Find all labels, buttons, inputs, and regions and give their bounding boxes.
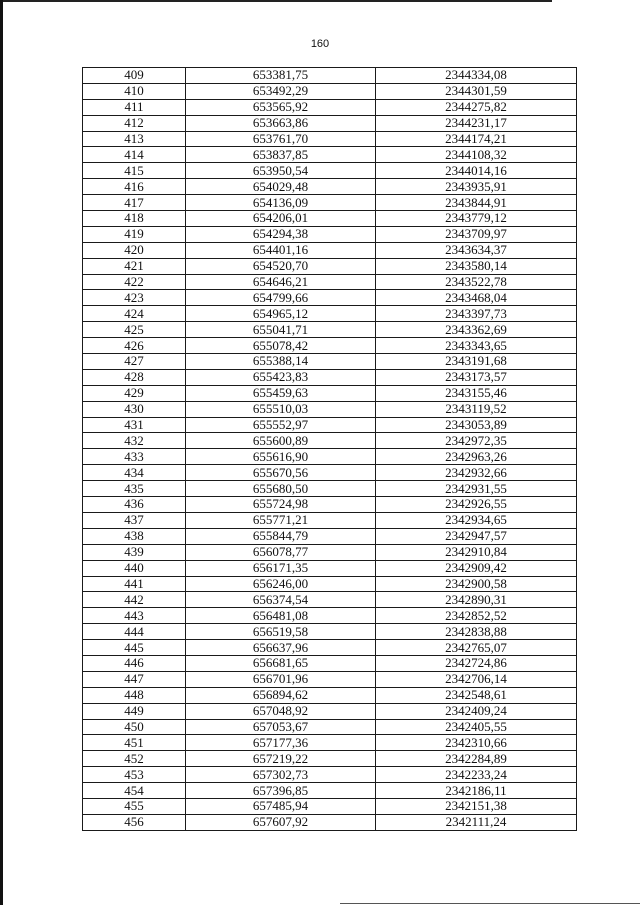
point-number-cell: 430 bbox=[83, 401, 186, 417]
point-number-cell: 411 bbox=[83, 99, 186, 115]
table-row bbox=[83, 274, 577, 290]
y-coordinate-cell: 2343935,91 bbox=[376, 179, 577, 195]
y-coordinate-cell: 2342934,65 bbox=[376, 512, 577, 528]
point-number-cell: 433 bbox=[83, 449, 186, 465]
table-row bbox=[83, 258, 577, 274]
point-number-cell: 449 bbox=[83, 703, 186, 719]
table-row bbox=[83, 751, 577, 767]
coordinates-table-body bbox=[83, 68, 577, 831]
point-number-cell: 436 bbox=[83, 497, 186, 513]
y-coordinate-cell: 2343173,57 bbox=[376, 369, 577, 385]
x-coordinate-cell: 656078,77 bbox=[186, 544, 376, 560]
table-row bbox=[83, 687, 577, 703]
point-number-cell: 439 bbox=[83, 544, 186, 560]
y-coordinate-cell: 2342852,52 bbox=[376, 608, 577, 624]
table-row bbox=[83, 703, 577, 719]
x-coordinate-cell: 653381,75 bbox=[186, 68, 376, 84]
table-row bbox=[83, 306, 577, 322]
scan-edge-left bbox=[0, 0, 3, 905]
table-row bbox=[83, 242, 577, 258]
x-coordinate-cell: 656374,54 bbox=[186, 592, 376, 608]
point-number-cell: 440 bbox=[83, 560, 186, 576]
x-coordinate-cell: 655616,90 bbox=[186, 449, 376, 465]
y-coordinate-cell: 2342963,26 bbox=[376, 449, 577, 465]
point-number-cell: 418 bbox=[83, 211, 186, 227]
point-number-cell: 444 bbox=[83, 624, 186, 640]
x-coordinate-cell: 656894,62 bbox=[186, 687, 376, 703]
x-coordinate-cell: 654965,12 bbox=[186, 306, 376, 322]
x-coordinate-cell: 655680,50 bbox=[186, 481, 376, 497]
x-coordinate-cell: 656246,00 bbox=[186, 576, 376, 592]
point-number-cell: 448 bbox=[83, 687, 186, 703]
point-number-cell: 445 bbox=[83, 640, 186, 656]
table-row bbox=[83, 401, 577, 417]
x-coordinate-cell: 655670,56 bbox=[186, 465, 376, 481]
x-coordinate-cell: 657219,22 bbox=[186, 751, 376, 767]
table-row bbox=[83, 131, 577, 147]
point-number-cell: 443 bbox=[83, 608, 186, 624]
point-number-cell: 438 bbox=[83, 528, 186, 544]
x-coordinate-cell: 655423,83 bbox=[186, 369, 376, 385]
point-number-cell: 454 bbox=[83, 783, 186, 799]
point-number-cell: 446 bbox=[83, 655, 186, 671]
point-number-cell: 451 bbox=[83, 735, 186, 751]
x-coordinate-cell: 657485,94 bbox=[186, 798, 376, 814]
table-row bbox=[83, 226, 577, 242]
table-row bbox=[83, 99, 577, 115]
table-row bbox=[83, 624, 577, 640]
y-coordinate-cell: 2342910,84 bbox=[376, 544, 577, 560]
table-row bbox=[83, 417, 577, 433]
point-number-cell: 419 bbox=[83, 226, 186, 242]
table-row bbox=[83, 767, 577, 783]
point-number-cell: 427 bbox=[83, 354, 186, 370]
y-coordinate-cell: 2344174,21 bbox=[376, 131, 577, 147]
y-coordinate-cell: 2342409,24 bbox=[376, 703, 577, 719]
table-row bbox=[83, 592, 577, 608]
y-coordinate-cell: 2342706,14 bbox=[376, 671, 577, 687]
table-row bbox=[83, 147, 577, 163]
point-number-cell: 453 bbox=[83, 767, 186, 783]
x-coordinate-cell: 657048,92 bbox=[186, 703, 376, 719]
point-number-cell: 435 bbox=[83, 481, 186, 497]
y-coordinate-cell: 2343634,37 bbox=[376, 242, 577, 258]
y-coordinate-cell: 2343580,14 bbox=[376, 258, 577, 274]
table-row bbox=[83, 195, 577, 211]
x-coordinate-cell: 655844,79 bbox=[186, 528, 376, 544]
scan-edge-bottom bbox=[340, 903, 640, 904]
point-number-cell: 452 bbox=[83, 751, 186, 767]
y-coordinate-cell: 2343053,89 bbox=[376, 417, 577, 433]
point-number-cell: 431 bbox=[83, 417, 186, 433]
point-number-cell: 412 bbox=[83, 115, 186, 131]
point-number-cell: 413 bbox=[83, 131, 186, 147]
point-number-cell: 417 bbox=[83, 195, 186, 211]
table-row bbox=[83, 338, 577, 354]
y-coordinate-cell: 2344301,59 bbox=[376, 83, 577, 99]
x-coordinate-cell: 654206,01 bbox=[186, 211, 376, 227]
y-coordinate-cell: 2343155,46 bbox=[376, 385, 577, 401]
x-coordinate-cell: 655771,21 bbox=[186, 512, 376, 528]
y-coordinate-cell: 2343709,97 bbox=[376, 226, 577, 242]
y-coordinate-cell: 2342890,31 bbox=[376, 592, 577, 608]
y-coordinate-cell: 2342765,07 bbox=[376, 640, 577, 656]
table-row bbox=[83, 449, 577, 465]
table-row bbox=[83, 179, 577, 195]
point-number-cell: 426 bbox=[83, 338, 186, 354]
point-number-cell: 414 bbox=[83, 147, 186, 163]
table-row bbox=[83, 211, 577, 227]
point-number-cell: 437 bbox=[83, 512, 186, 528]
x-coordinate-cell: 657302,73 bbox=[186, 767, 376, 783]
point-number-cell: 450 bbox=[83, 719, 186, 735]
x-coordinate-cell: 653837,85 bbox=[186, 147, 376, 163]
x-coordinate-cell: 657053,67 bbox=[186, 719, 376, 735]
point-number-cell: 428 bbox=[83, 369, 186, 385]
point-number-cell: 409 bbox=[83, 68, 186, 84]
y-coordinate-cell: 2343844,91 bbox=[376, 195, 577, 211]
table-row bbox=[83, 576, 577, 592]
point-number-cell: 425 bbox=[83, 322, 186, 338]
table-row bbox=[83, 544, 577, 560]
y-coordinate-cell: 2343343,65 bbox=[376, 338, 577, 354]
x-coordinate-cell: 656481,08 bbox=[186, 608, 376, 624]
point-number-cell: 410 bbox=[83, 83, 186, 99]
point-number-cell: 429 bbox=[83, 385, 186, 401]
y-coordinate-cell: 2342724,86 bbox=[376, 655, 577, 671]
point-number-cell: 441 bbox=[83, 576, 186, 592]
x-coordinate-cell: 655552,97 bbox=[186, 417, 376, 433]
x-coordinate-cell: 655510,03 bbox=[186, 401, 376, 417]
table-row bbox=[83, 640, 577, 656]
point-number-cell: 423 bbox=[83, 290, 186, 306]
table-row bbox=[83, 369, 577, 385]
x-coordinate-cell: 653663,86 bbox=[186, 115, 376, 131]
table-row bbox=[83, 497, 577, 513]
table-row bbox=[83, 385, 577, 401]
table-row bbox=[83, 783, 577, 799]
y-coordinate-cell: 2342284,89 bbox=[376, 751, 577, 767]
table-row bbox=[83, 290, 577, 306]
table-row bbox=[83, 465, 577, 481]
y-coordinate-cell: 2343468,04 bbox=[376, 290, 577, 306]
x-coordinate-cell: 654520,70 bbox=[186, 258, 376, 274]
x-coordinate-cell: 653950,54 bbox=[186, 163, 376, 179]
x-coordinate-cell: 655459,63 bbox=[186, 385, 376, 401]
point-number-cell: 456 bbox=[83, 814, 186, 830]
y-coordinate-cell: 2344334,08 bbox=[376, 68, 577, 84]
y-coordinate-cell: 2342151,38 bbox=[376, 798, 577, 814]
y-coordinate-cell: 2342909,42 bbox=[376, 560, 577, 576]
point-number-cell: 455 bbox=[83, 798, 186, 814]
point-number-cell: 432 bbox=[83, 433, 186, 449]
x-coordinate-cell: 654401,16 bbox=[186, 242, 376, 258]
point-number-cell: 424 bbox=[83, 306, 186, 322]
y-coordinate-cell: 2342931,55 bbox=[376, 481, 577, 497]
x-coordinate-cell: 655600,89 bbox=[186, 433, 376, 449]
y-coordinate-cell: 2342926,55 bbox=[376, 497, 577, 513]
table-row bbox=[83, 83, 577, 99]
x-coordinate-cell: 655041,71 bbox=[186, 322, 376, 338]
y-coordinate-cell: 2342186,11 bbox=[376, 783, 577, 799]
x-coordinate-cell: 656171,35 bbox=[186, 560, 376, 576]
coordinates-table bbox=[82, 67, 577, 831]
table-row bbox=[83, 163, 577, 179]
x-coordinate-cell: 655078,42 bbox=[186, 338, 376, 354]
table-row bbox=[83, 528, 577, 544]
point-number-cell: 416 bbox=[83, 179, 186, 195]
point-number-cell: 442 bbox=[83, 592, 186, 608]
x-coordinate-cell: 656519,58 bbox=[186, 624, 376, 640]
table-row bbox=[83, 68, 577, 84]
y-coordinate-cell: 2342233,24 bbox=[376, 767, 577, 783]
y-coordinate-cell: 2342900,58 bbox=[376, 576, 577, 592]
x-coordinate-cell: 656637,96 bbox=[186, 640, 376, 656]
table-row bbox=[83, 814, 577, 830]
y-coordinate-cell: 2343397,73 bbox=[376, 306, 577, 322]
x-coordinate-cell: 654646,21 bbox=[186, 274, 376, 290]
y-coordinate-cell: 2344014,16 bbox=[376, 163, 577, 179]
point-number-cell: 415 bbox=[83, 163, 186, 179]
table-row bbox=[83, 512, 577, 528]
y-coordinate-cell: 2343522,78 bbox=[376, 274, 577, 290]
y-coordinate-cell: 2343119,52 bbox=[376, 401, 577, 417]
y-coordinate-cell: 2342548,61 bbox=[376, 687, 577, 703]
y-coordinate-cell: 2342932,66 bbox=[376, 465, 577, 481]
table-row bbox=[83, 671, 577, 687]
table-row bbox=[83, 354, 577, 370]
y-coordinate-cell: 2342310,66 bbox=[376, 735, 577, 751]
x-coordinate-cell: 654799,66 bbox=[186, 290, 376, 306]
y-coordinate-cell: 2343779,12 bbox=[376, 211, 577, 227]
y-coordinate-cell: 2344275,82 bbox=[376, 99, 577, 115]
table-row bbox=[83, 655, 577, 671]
table-row bbox=[83, 560, 577, 576]
x-coordinate-cell: 653492,29 bbox=[186, 83, 376, 99]
y-coordinate-cell: 2342111,24 bbox=[376, 814, 577, 830]
x-coordinate-cell: 653565,92 bbox=[186, 99, 376, 115]
table-row bbox=[83, 322, 577, 338]
x-coordinate-cell: 657607,92 bbox=[186, 814, 376, 830]
table-row bbox=[83, 798, 577, 814]
table-row bbox=[83, 115, 577, 131]
x-coordinate-cell: 657177,36 bbox=[186, 735, 376, 751]
point-number-cell: 421 bbox=[83, 258, 186, 274]
table-row bbox=[83, 433, 577, 449]
x-coordinate-cell: 656701,96 bbox=[186, 671, 376, 687]
table-row bbox=[83, 735, 577, 751]
x-coordinate-cell: 655724,98 bbox=[186, 497, 376, 513]
point-number-cell: 420 bbox=[83, 242, 186, 258]
scan-edge-top bbox=[0, 0, 552, 2]
table-row bbox=[83, 719, 577, 735]
table-row bbox=[83, 608, 577, 624]
y-coordinate-cell: 2342838,88 bbox=[376, 624, 577, 640]
x-coordinate-cell: 654029,48 bbox=[186, 179, 376, 195]
point-number-cell: 434 bbox=[83, 465, 186, 481]
page-number: 160 bbox=[310, 38, 330, 50]
y-coordinate-cell: 2342947,57 bbox=[376, 528, 577, 544]
point-number-cell: 447 bbox=[83, 671, 186, 687]
y-coordinate-cell: 2344108,32 bbox=[376, 147, 577, 163]
x-coordinate-cell: 654136,09 bbox=[186, 195, 376, 211]
x-coordinate-cell: 655388,14 bbox=[186, 354, 376, 370]
x-coordinate-cell: 654294,38 bbox=[186, 226, 376, 242]
point-number-cell: 422 bbox=[83, 274, 186, 290]
y-coordinate-cell: 2344231,17 bbox=[376, 115, 577, 131]
y-coordinate-cell: 2343191,68 bbox=[376, 354, 577, 370]
x-coordinate-cell: 656681,65 bbox=[186, 655, 376, 671]
table-row bbox=[83, 481, 577, 497]
x-coordinate-cell: 657396,85 bbox=[186, 783, 376, 799]
y-coordinate-cell: 2343362,69 bbox=[376, 322, 577, 338]
x-coordinate-cell: 653761,70 bbox=[186, 131, 376, 147]
y-coordinate-cell: 2342405,55 bbox=[376, 719, 577, 735]
y-coordinate-cell: 2342972,35 bbox=[376, 433, 577, 449]
